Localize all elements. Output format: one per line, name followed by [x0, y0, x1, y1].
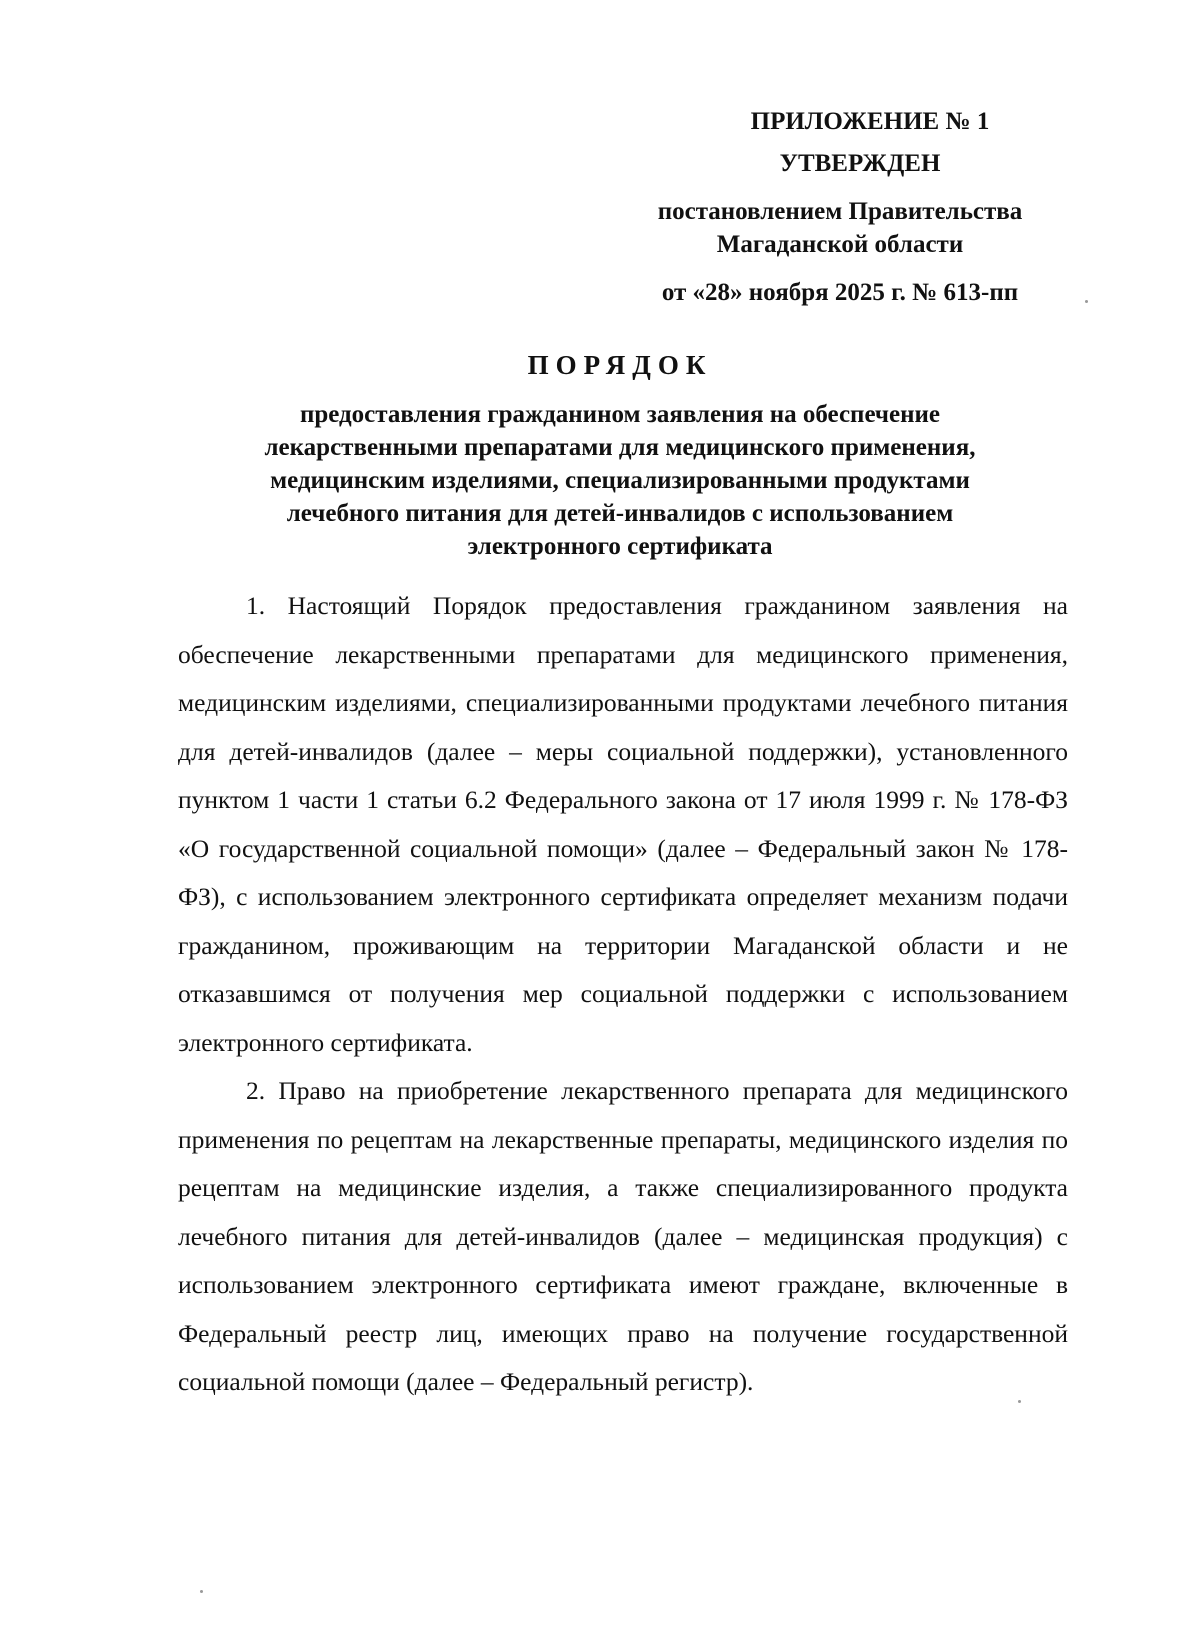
subtitle-line: электронного сертификата [467, 533, 773, 560]
paragraph-1: 1. Настоящий Порядок предоставления гражданином заявления на обеспечение лекарственными препаратами для медицинского применения, медицинским изделиями, специализированными продуктами лечебного питания для детей-инвалидов (далее – меры социальной поддержки), установленного пунктом 1 части 1 статьи 6.2 Федерального закона от 17 июля 1999 г. № 178-ФЗ «О государственной социальной помощи» (далее – Федеральный закон № 178-ФЗ), с использованием электронного сертификата определяет механизм подачи гражданином, проживающим на территории Магаданской области и не отказавшимся от получения мер социальной поддержки с использованием электронного сертификата. [178, 591, 1068, 1057]
scan-speck [1085, 300, 1088, 303]
appendix-number: ПРИЛОЖЕНИЕ № 1 [750, 108, 990, 135]
subtitle-line: медицинским изделиями, специализированными продуктами [270, 467, 970, 494]
scan-speck [200, 1590, 203, 1593]
approved-label: УТВЕРЖДЕН [779, 149, 941, 177]
subtitle-line: предоставления гражданином заявления на обеспечение [299, 401, 941, 428]
approved-by-line-2: Магаданской области [716, 231, 964, 259]
approved-by-line-1: постановлением Правительства [657, 197, 1023, 225]
document-body [178, 582, 1068, 1407]
scan-speck [1018, 1400, 1021, 1403]
approval-stamp [620, 105, 1060, 310]
document-subtitle [190, 398, 1050, 563]
subtitle-line: лекарственными препаратами для медицинского применения, [264, 434, 976, 461]
decree-date: от «28» ноября 2025 г. № 613-пп [661, 279, 1019, 306]
document-title: ПОРЯДОК [527, 350, 713, 380]
paragraph-2: 2. Право на приобретение лекарственного препарата для медицинского применения по рецептам на лекарственные препараты, медицинского изделия по рецептам на медицинские изделия, а также специализированного продукта лечебного питания для детей-инвалидов (далее – медицинская продукция) с использованием электронного сертификата имеют граждане, включенные в Федеральный реестр лиц, имеющих право на получение государственной социальной помощи (далее – Федеральный регистр). [178, 1076, 1068, 1396]
subtitle-line: лечебного питания для детей-инвалидов с использованием [286, 500, 954, 527]
